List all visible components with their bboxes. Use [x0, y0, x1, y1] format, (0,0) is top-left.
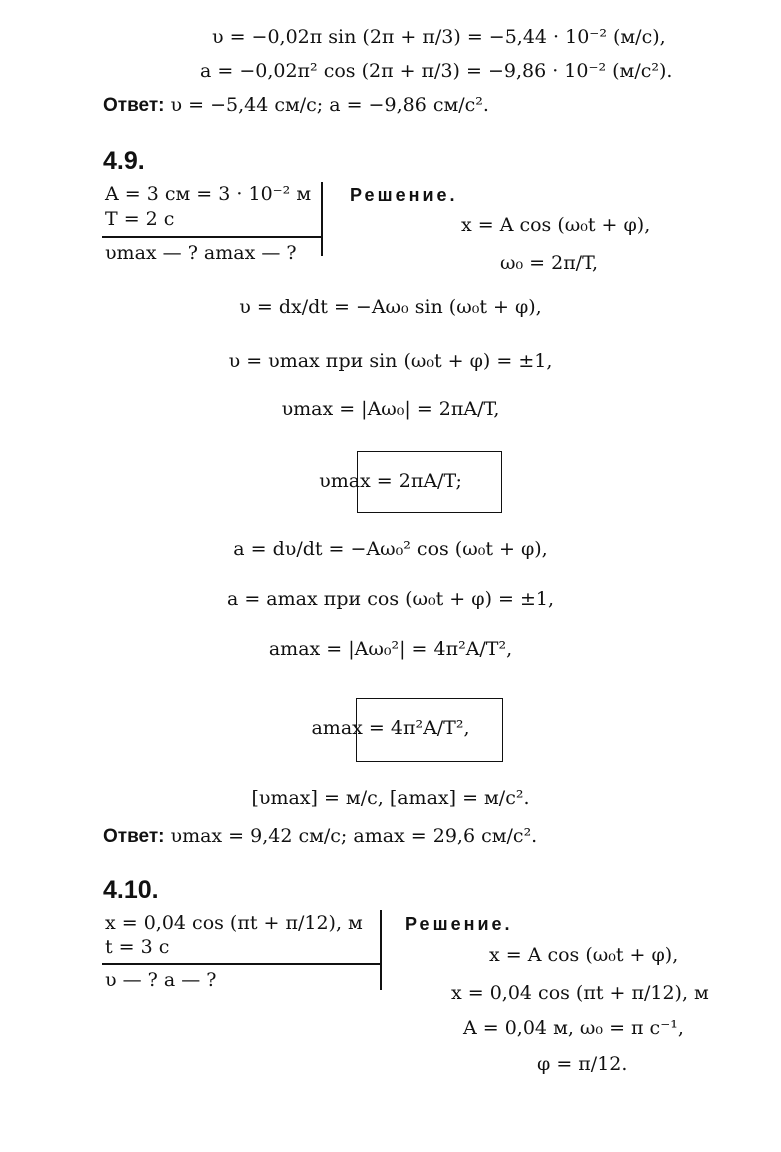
given-separator — [321, 182, 323, 256]
given-amplitude: A = 3 см = 3 · 10⁻² м — [105, 183, 312, 205]
units-check: [υmax] = м/с, [amax] = м/с². — [251, 787, 530, 809]
solution-label: Решение. — [350, 185, 458, 205]
answer-text: υmax = 9,42 см/с; amax = 29,6 см/с². — [170, 825, 538, 847]
problem-number: 4.9. — [103, 147, 145, 175]
find-unknowns: υ — ? a — ? — [105, 969, 217, 991]
eq-acceleration-max-condition: a = amax при cos (ω₀t + φ) = ±1, — [226, 588, 555, 610]
answer-line — [103, 827, 537, 846]
eq-angular-frequency: ω₀ = 2π/T, — [500, 252, 599, 274]
eq-acceleration-value: a = −0,02π² cos (2π + π/3) = −9,86 · 10⁻² (м/с²). — [200, 60, 673, 82]
eq-initial-phase: φ = π/12. — [537, 1053, 628, 1075]
answer-text: υ = −5,44 см/с; a = −9,86 см/с². — [170, 94, 489, 116]
problem-number: 4.10. — [103, 876, 159, 904]
given-separator — [380, 910, 382, 990]
given-period: T = 2 с — [105, 208, 175, 230]
answer-label: Ответ: — [103, 95, 165, 116]
answer-label: Ответ: — [103, 826, 165, 847]
eq-velocity-derivative: υ = dx/dt = −Aω₀ sin (ω₀t + φ), — [239, 296, 542, 318]
given-divider — [102, 236, 322, 238]
eq-displacement-general: x = A cos (ω₀t + φ), — [489, 944, 679, 966]
find-unknowns: υmax — ? amax — ? — [105, 242, 297, 264]
given-divider — [102, 963, 380, 965]
boxed-acceleration-text: amax = 4π²A/T², — [311, 717, 470, 739]
eq-displacement: x = A cos (ω₀t + φ), — [461, 214, 651, 236]
eq-displacement-given: x = 0,04 cos (πt + π/12), м — [451, 982, 709, 1004]
given-displacement-law: x = 0,04 cos (πt + π/12), м — [105, 912, 363, 934]
solution-label: Решение. — [405, 914, 513, 934]
boxed-velocity-text: υmax = 2πA/T; — [319, 470, 462, 492]
eq-velocity-max: υmax = |Aω₀| = 2πA/T, — [281, 398, 500, 420]
eq-acceleration-max: amax = |Aω₀²| = 4π²A/T², — [268, 638, 513, 660]
eq-velocity-value: υ = −0,02π sin (2π + π/3) = −5,44 · 10⁻² (м/с), — [212, 26, 666, 48]
answer-line — [103, 96, 489, 115]
eq-amplitude-frequency: A = 0,04 м, ω₀ = π с⁻¹, — [463, 1017, 684, 1039]
eq-velocity-max-condition: υ = υmax при sin (ω₀t + φ) = ±1, — [228, 350, 553, 372]
given-time: t = 3 с — [105, 936, 170, 958]
eq-acceleration-derivative: a = dυ/dt = −Aω₀² cos (ω₀t + φ), — [233, 538, 548, 560]
